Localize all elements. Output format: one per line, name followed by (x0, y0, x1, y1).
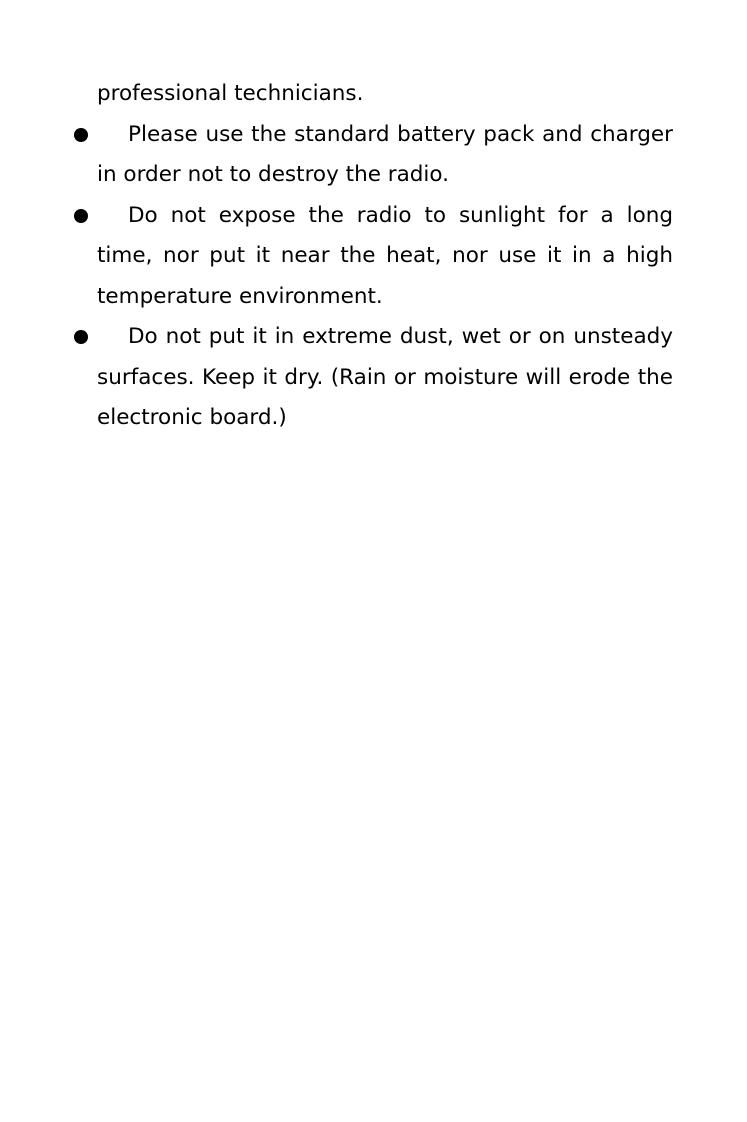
bullet-item-sunlight (97, 196, 673, 318)
bullet-text: Do not expose the radio to sunlight for a long time, nor put it near the heat, nor use it in a high temperature environment. (97, 202, 673, 309)
bullet-dot-icon (74, 330, 88, 344)
bullet-dot-icon (74, 128, 88, 142)
bullet-item-dust (97, 317, 673, 439)
bullet-text: Please use the standard battery pack and charger in order not to destroy the radio. (97, 121, 673, 187)
document-body (97, 74, 673, 439)
bullet-text: Do not put it in extreme dust, wet or on unsteady surfaces. Keep it dry. (Rain or moisture will erode the electronic board.) (97, 324, 673, 430)
continuation-paragraph: professional technicians. (97, 81, 364, 106)
bullet-dot-icon (74, 209, 88, 223)
bullet-item-battery (97, 115, 673, 196)
